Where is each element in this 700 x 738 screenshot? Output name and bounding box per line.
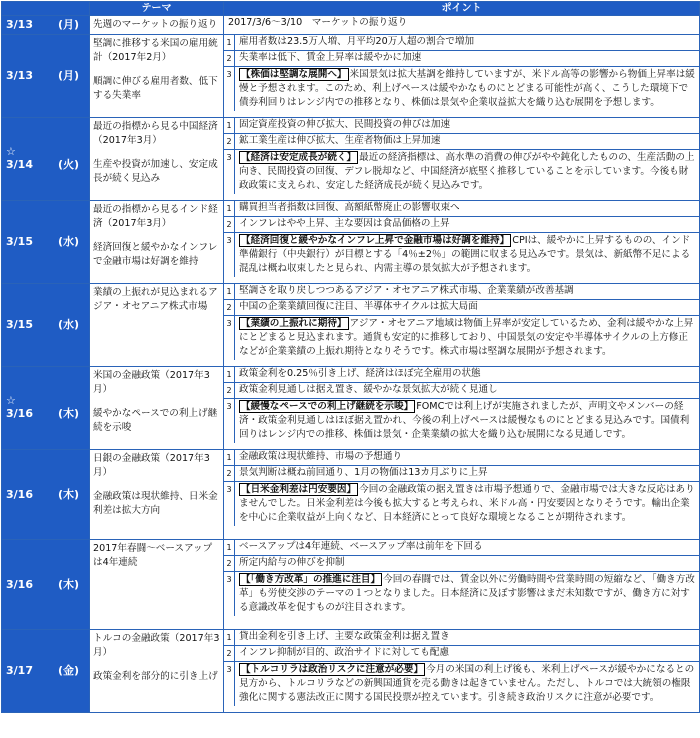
table-row bbox=[2, 118, 700, 201]
date-text: 3/14 bbox=[6, 158, 33, 171]
point-headline: 【経済回復と緩やかなインフレ上昇で金融市場は好調を維持】 bbox=[241, 235, 510, 246]
date-text: 3/15 bbox=[6, 318, 33, 331]
point-number: 3 bbox=[224, 399, 235, 443]
point-text: 中国の企業業績回復に注目、半導体サイクルは拡大局面 bbox=[239, 301, 478, 312]
weekday-text: (木) bbox=[58, 407, 80, 420]
point-number: 2 bbox=[224, 300, 235, 315]
table-row bbox=[2, 367, 700, 450]
points-cell bbox=[224, 35, 700, 118]
weekday-text: (月) bbox=[58, 18, 80, 31]
point-item bbox=[224, 572, 699, 616]
point-text: 景気判断は概ね前回通り、1月の物価は13カ月ぶりに上昇 bbox=[239, 467, 488, 478]
weekday-text: (木) bbox=[58, 577, 80, 591]
date-cell bbox=[2, 367, 90, 450]
point-text: 貸出金利を引き上げ、主要な政策金利は据え置き bbox=[239, 631, 450, 642]
date-text: 3/16 bbox=[6, 407, 33, 420]
point-text: 2017/3/6～3/10 マーケットの振り返り bbox=[228, 17, 408, 28]
date-cell bbox=[2, 450, 90, 540]
theme-subtitle: 生産や投資が加速し、安定成長が続く見込み bbox=[93, 159, 218, 184]
point-item bbox=[224, 540, 699, 556]
point-number: 1 bbox=[224, 118, 235, 133]
date-cell bbox=[2, 630, 90, 713]
table-row bbox=[2, 630, 700, 713]
point-item bbox=[224, 367, 699, 383]
star-mark: ☆ bbox=[6, 145, 16, 158]
theme-title: 最近の指標から見るインド経済（2017年3月） bbox=[93, 204, 218, 229]
points-cell bbox=[224, 284, 700, 367]
point-item bbox=[224, 662, 699, 706]
point-number: 3 bbox=[224, 67, 235, 111]
point-item bbox=[224, 67, 699, 111]
date-cell bbox=[2, 35, 90, 118]
point-text: 失業率は低下、賃金上昇率は緩やかに加速 bbox=[239, 52, 422, 63]
market-report-table bbox=[1, 1, 700, 713]
point-item bbox=[224, 482, 699, 526]
point-text: インフレ抑制が目的、政治サイドに対しても配慮 bbox=[239, 647, 450, 658]
point-headline: 【株価は堅調な展開へ】 bbox=[241, 69, 347, 80]
theme-cell bbox=[90, 630, 224, 713]
point-text: CPIは、緩やかに上昇するものの、インド準備銀行（中央銀行）が目標とする「4％±2％」の範囲に収まる見込みです。景気は、新紙幣不足による混乱は概ね収束したと見られ、内需主導の景気拡大が予想されます。 bbox=[239, 235, 691, 275]
date-text: 3/16 bbox=[6, 577, 33, 591]
date-cell bbox=[2, 201, 90, 284]
point-item bbox=[224, 556, 699, 572]
theme-cell bbox=[90, 540, 224, 630]
point-item bbox=[224, 399, 699, 443]
point-text: 雇用者数は23.5万人増、月平均20万人超の割合で増加 bbox=[239, 36, 475, 47]
point-number: 1 bbox=[224, 35, 235, 50]
theme-cell bbox=[90, 16, 224, 35]
theme-subtitle: 金融政策は現状維持、日米金利差は拡大方向 bbox=[93, 491, 218, 516]
point-headline: 【緩慢なペースでの利上げ継続を示唆】 bbox=[241, 401, 414, 412]
point-item bbox=[224, 300, 699, 316]
date-text: 3/13 bbox=[6, 69, 33, 82]
header-row bbox=[2, 2, 700, 16]
point-headline: 【「働き方改革」の推進に注目】 bbox=[241, 574, 381, 585]
point-number: 1 bbox=[224, 201, 235, 216]
point-item bbox=[224, 646, 699, 662]
theme-title: 先週のマーケットの振り返り bbox=[93, 19, 218, 30]
point-item bbox=[224, 284, 699, 300]
date-cell bbox=[2, 118, 90, 201]
point-text: 今月の米国の利上げ後も、米利上げペースが緩やかになるとの見方から、トルコリラなどの新興国通貨を売る動きは起きていません。ただし、トルコでは大統領の権限強化に関する憲法改正に関する国民投票が控えています。引き続き政治リスクに注意が必要です。 bbox=[239, 664, 695, 704]
theme-title: 日銀の金融政策（2017年3月） bbox=[93, 453, 210, 478]
point-number: 3 bbox=[224, 662, 235, 706]
weekday-text: (水) bbox=[58, 235, 80, 248]
theme-cell bbox=[90, 450, 224, 540]
point-number: 2 bbox=[224, 51, 235, 66]
date-text: 3/15 bbox=[6, 235, 33, 248]
point-text: 金融政策は現状維持、市場の予想通り bbox=[239, 451, 403, 462]
point-number: 1 bbox=[224, 367, 235, 382]
point-headline: 【経済は安定成長が続く】 bbox=[241, 152, 357, 163]
date-text: 3/16 bbox=[6, 487, 33, 501]
theme-cell bbox=[90, 35, 224, 118]
theme-cell bbox=[90, 201, 224, 284]
points-cell bbox=[224, 630, 700, 713]
weekday-text: (金) bbox=[58, 664, 80, 677]
theme-title: トルコの金融政策（2017年3月） bbox=[93, 633, 220, 658]
star-mark: ☆ bbox=[6, 394, 16, 407]
point-item bbox=[224, 450, 699, 466]
point-item bbox=[224, 316, 699, 360]
point-text: 堅調さを取り戻しつつあるアジア・オセアニア株式市場、企業業績が改善基調 bbox=[239, 285, 574, 296]
header-points: ポイント bbox=[224, 2, 700, 16]
table-row bbox=[2, 35, 700, 118]
point-item bbox=[224, 630, 699, 646]
points-cell bbox=[224, 367, 700, 450]
point-number: 2 bbox=[224, 466, 235, 481]
table-row bbox=[2, 540, 700, 630]
point-text: ベースアップは4年連続、ベースアップ率は前年を下回る bbox=[239, 541, 483, 552]
points-cell bbox=[224, 16, 700, 35]
points-cell bbox=[224, 450, 700, 540]
weekday-text: (火) bbox=[58, 158, 80, 171]
point-text: 固定資産投資の伸び拡大、民間投資の伸びは加速 bbox=[239, 119, 451, 130]
date-text: 3/17 bbox=[6, 664, 33, 677]
point-text: 米国景気は拡大基調を維持していますが、米ドル高等の影響から物価上昇率は緩慢と予想されます。このため、利上げペースは緩やかなものにとどまる可能性が高く、こうした環境下で債券利回りはレンジ内での推移となり、株価は景気や企業収益拡大を織り込む展開を予想します。 bbox=[239, 69, 695, 109]
theme-title: 米国の金融政策（2017年3月） bbox=[93, 370, 210, 395]
point-number: 3 bbox=[224, 150, 235, 194]
theme-cell bbox=[90, 284, 224, 367]
point-headline: 【業績の上振れに期待】 bbox=[241, 318, 347, 329]
theme-title: 2017年春闘～ベースアップは4年連続 bbox=[93, 543, 213, 568]
point-number: 2 bbox=[224, 556, 235, 571]
theme-title: 業績の上振れが見込まれるアジア・オセアニア株式市場 bbox=[93, 287, 218, 312]
point-text: FOMCでは利上げが実施されましたが、声明文やメンバーの経済・政策金利見通しはほぼ据え置かれ、今後の利上げペースは緩慢なものにとどまる見込みです。国債利回りはレンジ内での推移、株価は景気・企業業績の拡大を織り込む展開になる見通しです。 bbox=[239, 401, 690, 441]
date-cell bbox=[2, 16, 90, 35]
theme-title: 堅調に推移する米国の雇用統計（2017年2月） bbox=[93, 38, 218, 63]
point-number: 3 bbox=[224, 572, 235, 616]
theme-title: 最近の指標から見る中国経済（2017年3月） bbox=[93, 121, 218, 146]
point-item bbox=[224, 383, 699, 399]
weekday-text: (月) bbox=[58, 69, 80, 82]
table-row bbox=[2, 284, 700, 367]
theme-subtitle: 順調に伸びる雇用者数、低下する失業率 bbox=[93, 76, 218, 101]
point-item bbox=[224, 35, 699, 51]
table-row bbox=[2, 201, 700, 284]
point-item bbox=[224, 233, 699, 277]
points-cell bbox=[224, 540, 700, 630]
header-theme: テーマ bbox=[90, 2, 224, 16]
point-text: 今回の春闘では、賃金以外に労働時間や営業時間の短縮など、「働き方改革」も労使交渉のテーマの１つとなりました。日本経済に及ぼす影響はまだ未知数ですが、働き方に対する意識改革を促すものが注目されます。 bbox=[239, 574, 695, 614]
points-cell bbox=[224, 201, 700, 284]
point-number: 2 bbox=[224, 646, 235, 661]
point-item bbox=[224, 134, 699, 150]
point-text: 政策金利を0.25％引き上げ、経済はほぼ完全雇用の状態 bbox=[239, 368, 481, 379]
point-text: 今回の金融政策の据え置きは市場予想通りで、金融市場では大きな反応はありませんでした。日米金利差は今後も拡大すると考えられ、米ドル高・円安要因となりそうです。輸出企業を中心に企業収益が上向くなど、日本経済にとって良好な環境となることが期待されます。 bbox=[239, 484, 695, 524]
point-number: 2 bbox=[224, 134, 235, 149]
date-cell bbox=[2, 540, 90, 630]
point-text: 所定内給与の伸びを抑制 bbox=[239, 557, 345, 568]
point-number: 2 bbox=[224, 383, 235, 398]
point-item bbox=[224, 466, 699, 482]
weekday-text: (木) bbox=[58, 487, 80, 501]
point-item bbox=[224, 51, 699, 67]
table-row bbox=[2, 450, 700, 540]
point-headline: 【日米金利差は円安要因】 bbox=[241, 484, 357, 495]
point-text: アジア・オセアニア地域は物価上昇率が安定しているため、金利は緩やかな上昇にとどまると見込まれます。通貨も安定的に推移しており、中国景気の安定や半導体サイクルの上方修正などが企業業績の上振れ期待となりそうです。株式市場は堅調な展開が予想されます。 bbox=[239, 318, 694, 358]
point-item bbox=[224, 118, 699, 134]
theme-cell bbox=[90, 118, 224, 201]
header-blank bbox=[2, 2, 90, 16]
theme-subtitle: 政策金利を部分的に引き上げ bbox=[93, 671, 218, 682]
point-text: インフレはやや上昇、主な要因は食品価格の上昇 bbox=[239, 218, 450, 229]
date-text: 3/13 bbox=[6, 18, 33, 31]
point-number: 3 bbox=[224, 482, 235, 526]
point-text: 鉱工業生産は伸び拡大、生産者物価は上昇加速 bbox=[239, 135, 441, 146]
point-number: 1 bbox=[224, 284, 235, 299]
weekday-text: (水) bbox=[58, 318, 80, 331]
theme-subtitle: 緩やかなペースでの利上げ継続を示唆 bbox=[93, 408, 218, 433]
point-text: 最近の経済指標は、高水準の消費の伸びがやや鈍化したものの、生産活動の上向き、民間投資の回復、デフレ脱却など、中国経済が底堅く推移していることを示しています。今後も財政政策に支えられ、安定した経済成長が続く見込みです。 bbox=[239, 152, 695, 192]
theme-cell bbox=[90, 367, 224, 450]
date-cell bbox=[2, 284, 90, 367]
point-number: 3 bbox=[224, 316, 235, 360]
point-item bbox=[224, 201, 699, 217]
point-number: 2 bbox=[224, 217, 235, 232]
theme-subtitle: 経済回復と緩やかなインフレで金融市場は好調を維持 bbox=[93, 242, 218, 267]
point-number: 1 bbox=[224, 630, 235, 645]
point-item bbox=[224, 150, 699, 194]
point-number: 1 bbox=[224, 540, 235, 555]
point-headline: 【トルコリラは政治リスクに注意が必要】 bbox=[241, 664, 424, 675]
point-item bbox=[224, 217, 699, 233]
points-cell bbox=[224, 118, 700, 201]
table-row bbox=[2, 16, 700, 35]
point-text: 政策金利見通しは据え置き、緩やかな景気拡大が続く見通し bbox=[239, 384, 498, 395]
point-number: 1 bbox=[224, 450, 235, 465]
point-number: 3 bbox=[224, 233, 235, 277]
point-text: 購買担当者指数は回復、高額紙幣廃止の影響収束へ bbox=[239, 202, 460, 213]
